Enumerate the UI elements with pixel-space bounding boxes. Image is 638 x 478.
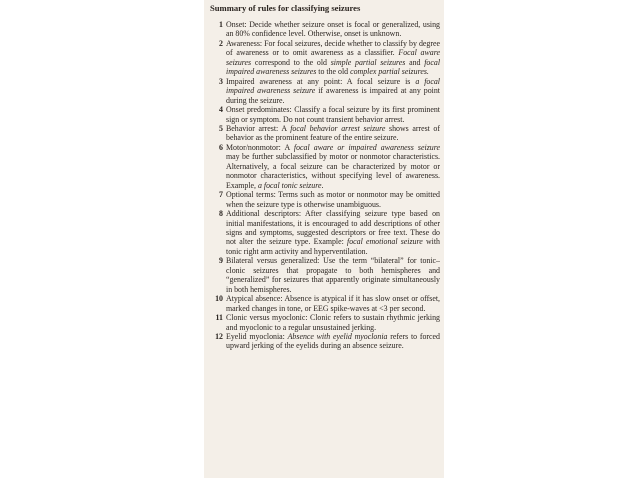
rule-text-segment: Motor/nonmotor: A	[226, 142, 294, 152]
rule-text-emphasis: focal emotional seizure	[347, 237, 423, 247]
rule-text-segment: if awareness is impaired at any point during the seizure.	[226, 86, 440, 105]
rule-item	[208, 313, 440, 332]
rule-item	[208, 39, 440, 77]
rule-text-emphasis: complex partial seizures.	[350, 67, 429, 77]
rule-text-segment: with tonic right arm activity and hyperventilation.	[226, 237, 440, 256]
rule-number: 9	[219, 256, 223, 266]
rule-text-segment: may be further subclassified by motor or nonmotor characteristics. Alternatively, a focal seizure can be characterized by motor or nonmotor characteristics, without specifying level of awareness. Example,	[226, 152, 440, 190]
rule-item	[208, 294, 440, 313]
rule-text-emphasis: Focal aware seizures	[226, 48, 440, 67]
rule-text-segment: .	[321, 180, 324, 190]
rule-text	[226, 39, 440, 77]
rule-text-segment: Eyelid myoclonia:	[226, 331, 288, 341]
rule-text-emphasis: a focal tonic seizure	[258, 180, 322, 190]
rule-text	[226, 77, 440, 105]
rule-text-emphasis: a focal impaired awareness seizure	[226, 76, 441, 96]
rule-text-segment: Impaired awareness at any point: A focal seizure is	[226, 76, 416, 86]
rule-text	[226, 256, 440, 294]
rule-text-emphasis: focal impaired awareness seizures	[226, 57, 441, 77]
rule-item	[208, 332, 440, 351]
rule-text-segment: refers to forced upward jerking of the eyelids during an absence seizure.	[226, 331, 440, 351]
rule-text	[226, 190, 440, 209]
rule-number: 10	[215, 294, 223, 304]
rule-text-emphasis: focal behavior arrest seizure	[290, 123, 386, 133]
rule-item	[208, 20, 440, 39]
document-content	[204, 0, 444, 351]
rule-item	[208, 143, 440, 190]
rule-text-segment: Awareness: For focal seizures, decide whether to classify by degree of awareness or to omit awareness as a classifier.	[226, 38, 440, 58]
rule-number: 11	[215, 313, 223, 323]
rule-text	[226, 209, 440, 256]
rule-number: 3	[219, 76, 223, 86]
rule-text	[226, 20, 440, 39]
rule-number: 1	[219, 20, 223, 29]
rule-text-segment: Atypical absence: Absence is atypical if it has slow onset or offset, marked changes in tone, or EEG spike-waves at <3 per second.	[226, 294, 440, 313]
rule-number: 12	[215, 331, 223, 341]
rule-number: 4	[219, 105, 223, 115]
rule-item	[208, 124, 440, 143]
rule-text-segment: shows arrest of behavior as the prominent feature of the entire seizure.	[226, 123, 440, 143]
rule-item	[208, 209, 440, 256]
rule-number: 5	[219, 123, 223, 133]
document-title: Summary of rules for classifying seizures	[210, 3, 361, 13]
rule-list	[208, 20, 440, 351]
rule-text-segment: Clonic versus myoclonic: Clonic refers to sustain rhythmic jerking and myoclonic to a regular unsustained jerking.	[226, 313, 440, 332]
rule-text-emphasis: simple partial seizures	[330, 57, 406, 67]
rule-number: 2	[219, 38, 223, 48]
rule-number: 6	[219, 142, 223, 152]
rule-text-segment: correspond to the old	[251, 57, 331, 67]
rule-item	[208, 256, 440, 294]
rule-text	[226, 294, 440, 313]
rule-text-segment: Optional terms: Terms such as motor or nonmotor may be omitted when the seizure type is otherwise unambiguous.	[226, 190, 440, 209]
rule-text	[226, 332, 440, 351]
rule-item	[208, 77, 440, 105]
rule-text	[226, 124, 440, 143]
rule-text-segment: Bilateral versus generalized: Use the term “bilateral” for tonic–clonic seizures that propagate to both hemispheres and “generalized” for seizures that apparently originate simultaneously in both hemispheres.	[226, 256, 440, 294]
rule-text-emphasis: focal aware or impaired awareness seizure	[293, 142, 440, 152]
rule-text	[226, 143, 440, 190]
rule-text-segment: Behavior arrest: A	[226, 123, 291, 133]
rule-item	[208, 190, 440, 209]
rule-text-segment: Onset predominates: Classify a focal seizure by its first prominent sign or symptom. Do not count transient behavior arrest.	[226, 105, 440, 124]
rule-item	[208, 105, 440, 124]
rule-text-segment: and	[405, 57, 425, 67]
rule-text	[226, 105, 440, 124]
rule-text	[226, 313, 440, 332]
document-panel	[204, 0, 444, 478]
rule-text-segment: Onset: Decide whether seizure onset is focal or generalized, using an 80% confidence level. Otherwise, onset is unknown.	[226, 20, 440, 39]
rule-text-segment: Additional descriptors: After classifying seizure type based on initial manifestations, it is encouraged to add descriptions of other signs and symptoms, suggested descriptors or free text. These do not alter the seizure type. Example:	[226, 209, 440, 247]
rule-text-emphasis: Absence with eyelid myoclonia	[287, 331, 388, 341]
rule-number: 7	[219, 190, 223, 200]
rule-text-segment: to the old	[316, 67, 351, 77]
rule-number: 8	[219, 209, 223, 219]
